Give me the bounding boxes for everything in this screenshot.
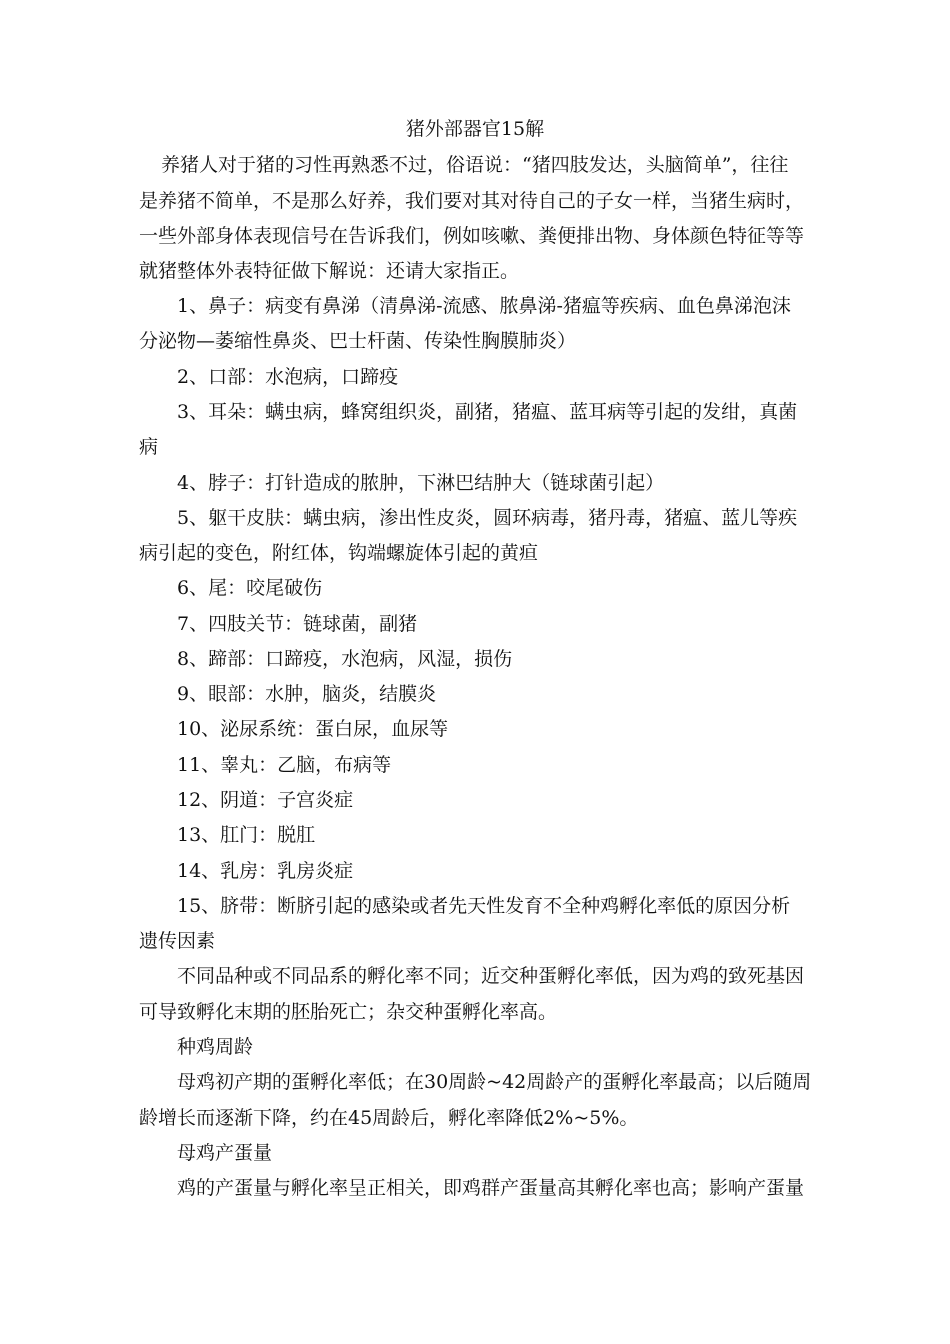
body-line: 母鸡初产期的蛋孵化率低；在30周龄~42周龄产的蛋孵化率最高；以后随周 xyxy=(177,1071,812,1093)
body-line: 龄增长而逐渐下降，约在45周龄后，孵化率降低2%~5%。 xyxy=(139,1107,639,1129)
list-item: 1、鼻子：病变有鼻涕（清鼻涕-流感、脓鼻涕-猪瘟等疾病、血色鼻涕泡沫 xyxy=(177,295,791,317)
list-item: 6、尾：咬尾破伤 xyxy=(177,577,323,599)
list-item: 7、四肢关节：链球菌，副猪 xyxy=(177,613,418,635)
body-line: 养猪人对于猪的习性再熟悉不过，俗语说：“猪四肢发达，头脑简单”，往往 xyxy=(161,154,789,176)
list-item-continuation: 病引起的变色，附红体，钩端螺旋体引起的黄疸 xyxy=(139,542,539,564)
body-line: 一些外部身体表现信号在告诉我们，例如咳嗽、粪便排出物、身体颜色特征等等 xyxy=(139,225,805,247)
list-item: 2、口部：水泡病，口蹄疫 xyxy=(177,366,399,388)
body-line: 可导致孵化末期的胚胎死亡；杂交种蛋孵化率高。 xyxy=(139,1001,558,1023)
list-item: 8、蹄部：口蹄疫，水泡病，风湿，损伤 xyxy=(177,648,513,670)
body-line: 就猪整体外表特征做下解说：还请大家指正。 xyxy=(139,260,520,282)
section-heading: 母鸡产蛋量 xyxy=(177,1142,273,1164)
list-item: 13、肛门：脱肛 xyxy=(177,824,316,846)
document-title: 猪外部器官15解 xyxy=(405,118,545,140)
body-line: 鸡的产蛋量与孵化率呈正相关，即鸡群产蛋量高其孵化率也高；影响产蛋量 xyxy=(177,1177,805,1199)
list-item: 9、眼部：水肿，脑炎，结膜炎 xyxy=(177,683,437,705)
list-item: 10、泌尿系统：蛋白尿，血尿等 xyxy=(177,718,449,740)
list-item-continuation: 分泌物—萎缩性鼻炎、巴士杆菌、传染性胸膜肺炎） xyxy=(139,330,577,352)
list-item: 14、乳房：乳房炎症 xyxy=(177,860,354,882)
list-item-continuation: 病 xyxy=(139,436,159,458)
section-heading: 种鸡周龄 xyxy=(177,1036,254,1058)
list-item: 5、躯干皮肤：螨虫病，渗出性皮炎，圆环病毒，猪丹毒，猪瘟、蓝儿等疾 xyxy=(177,507,798,529)
body-line: 不同品种或不同品系的孵化率不同；近交种蛋孵化率低，因为鸡的致死基因 xyxy=(177,965,805,987)
list-item: 4、脖子：打针造成的脓肿，下淋巴结肿大（链球菌引起） xyxy=(177,472,665,494)
list-item: 12、阴道：子宫炎症 xyxy=(177,789,354,811)
body-line: 是养猪不简单，不是那么好养，我们要对其对待自己的子女一样，当猪生病时， xyxy=(139,190,805,212)
section-heading: 遗传因素 xyxy=(139,930,216,952)
list-item: 15、脐带：断脐引起的感染或者先天性发育不全种鸡孵化率低的原因分析 xyxy=(177,895,791,917)
list-item: 3、耳朵：螨虫病，蜂窝组织炎，副猪，猪瘟、蓝耳病等引起的发绀，真菌 xyxy=(177,401,798,423)
list-item: 11、睾丸：乙脑，布病等 xyxy=(177,754,392,776)
